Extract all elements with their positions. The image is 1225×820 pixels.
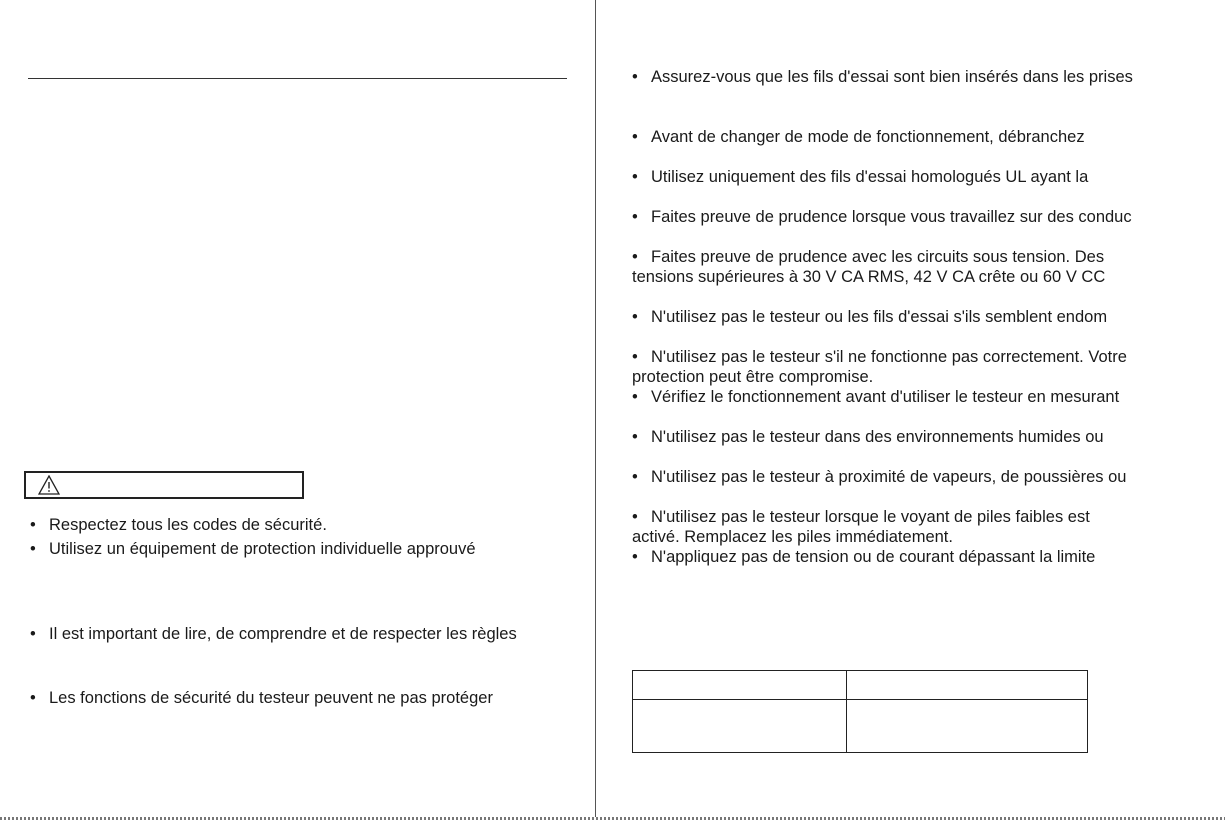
spec-table bbox=[632, 670, 1088, 753]
list-item: • Assurez-vous que les fils d'essai sont bien insérés dans les prises bbox=[632, 68, 1133, 86]
list-item: • N'utilisez pas le testeur s'il ne fonctionne pas correctement. Votre bbox=[632, 348, 1127, 366]
list-item: • Utilisez uniquement des fils d'essai homologués UL ayant la bbox=[632, 168, 1089, 186]
list-item-continuation: protection peut être compromise. bbox=[632, 368, 874, 386]
list-item: • Il est important de lire, de comprendre et de respecter les règles bbox=[30, 625, 517, 643]
list-item: • N'appliquez pas de tension ou de courant dépassant la limite bbox=[632, 548, 1096, 566]
list-item: • Vérifiez le fonctionnement avant d'utiliser le testeur en mesurant bbox=[632, 388, 1120, 406]
list-item: • N'utilisez pas le testeur à proximité de vapeurs, de poussières ou bbox=[632, 468, 1127, 486]
warning-triangle-icon bbox=[38, 475, 60, 495]
list-item: • Faites preuve de prudence lorsque vous travaillez sur des conduc bbox=[632, 208, 1132, 226]
warning-header-box bbox=[24, 471, 304, 499]
list-item: • Les fonctions de sécurité du testeur peuvent ne pas protéger bbox=[30, 689, 493, 707]
list-item-continuation: activé. Remplacez les piles immédiatement. bbox=[632, 528, 953, 546]
section-top-rule bbox=[28, 78, 567, 79]
list-item: • Faites preuve de prudence avec les circuits sous tension. Des bbox=[632, 248, 1105, 266]
list-item: • N'utilisez pas le testeur ou les fils d'essai s'ils semblent endom bbox=[632, 308, 1108, 326]
list-item: • Avant de changer de mode de fonctionnement, débranchez bbox=[632, 128, 1085, 146]
table-column-divider bbox=[846, 671, 847, 752]
list-item-continuation: tensions supérieures à 30 V CA RMS, 42 V CA crête ou 60 V CC bbox=[632, 268, 1106, 286]
column-divider bbox=[595, 0, 596, 820]
list-item: • N'utilisez pas le testeur lorsque le voyant de piles faibles est bbox=[632, 508, 1090, 526]
list-item: • N'utilisez pas le testeur dans des environnements humides ou bbox=[632, 428, 1104, 446]
list-item: • Utilisez un équipement de protection individuelle approuvé bbox=[30, 540, 476, 558]
table-row-divider bbox=[633, 699, 1087, 700]
list-item: • Respectez tous les codes de sécurité. bbox=[30, 516, 327, 534]
